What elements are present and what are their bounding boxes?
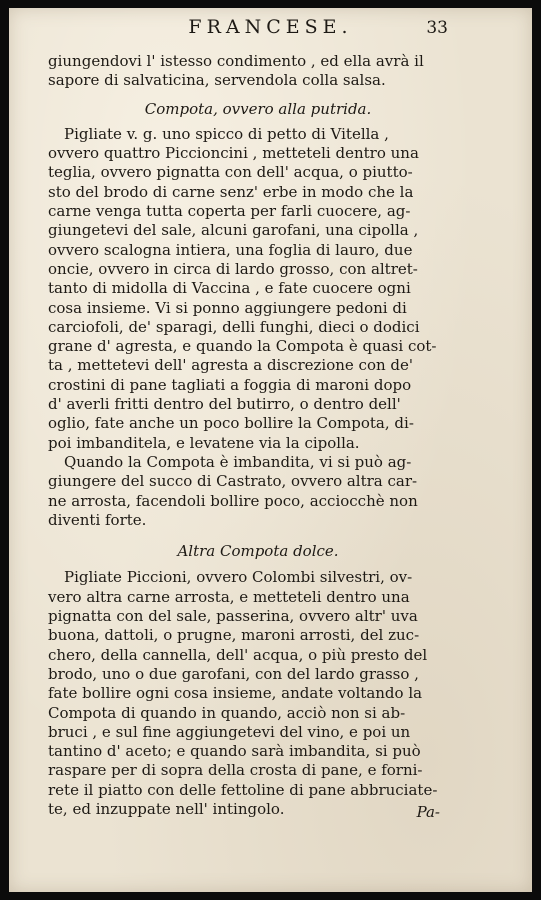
text-line: giungetevi del sale, alcuni garofani, una cipolla , — [48, 221, 419, 240]
text-line: tanto di midolla di Vaccina , e fate cuocere ogni — [48, 279, 411, 298]
section-heading-compota-dolce: Altra Compota dolce. — [177, 542, 339, 561]
text-line: carciofoli, de' sparagi, delli funghi, dieci o dodici — [48, 317, 420, 336]
text-line: d' averli fritti dentro del butirro, o dentro dell' — [48, 395, 401, 414]
book-page — [9, 8, 532, 892]
text-line: giungere del succo di Castrato, ovvero altra car- — [48, 472, 418, 491]
text-line: brodo, uno o due garofani, con del lardo grasso , — [48, 664, 419, 683]
text-line: Quando la Compota è imbandita, vi si può ag- — [64, 452, 412, 471]
text-line: buona, dattoli, o prugne, maroni arrosti, del zuc- — [48, 626, 420, 645]
text-line: raspare per di sopra della crosta di pane, e forni- — [48, 761, 423, 780]
page-header — [9, 14, 532, 40]
text-line: rete il piatto con delle fettoline di pane abbruciate- — [48, 780, 438, 799]
text-line: te, ed inzuppate nell' intingolo. — [48, 799, 285, 818]
paragraph — [48, 453, 468, 530]
text-line: ovvero scalogna intiera, una foglia di lauro, due — [48, 240, 413, 259]
text-line: oncie, ovvero in circa di lardo grosso, con altret- — [48, 259, 418, 278]
text-line: teglia, ovvero pignatta con dell' acqua, o piutto- — [48, 163, 413, 182]
section-heading-compota: Compota, ovvero alla putrida. — [144, 99, 372, 118]
text-line: grane d' agresta, e quando la Compota è quasi cot- — [48, 337, 437, 356]
running-title: FRANCESE. — [188, 16, 353, 38]
text-line: Pigliate Piccioni, ovvero Colombi silvestri, ov- — [64, 568, 413, 587]
text-line: oglio, fate anche un poco bollire la Compota, di- — [48, 414, 414, 433]
text-line: bruci , e sul fine aggiungetevi del vino, e poi un — [48, 722, 411, 741]
text-line: crostini di pane tagliati a foggia di maroni dopo — [48, 375, 412, 394]
text-line: sapore di salvaticina, servendola colla salsa. — [48, 71, 386, 90]
paragraph — [48, 568, 468, 819]
text-line: ta , mettetevi dell' agresta a discrezione con de' — [48, 356, 414, 375]
text-line: chero, della cannella, dell' acqua, o più presto del — [48, 645, 428, 664]
text-line: Pigliate v. g. uno spicco di petto di Vitella , — [64, 124, 389, 143]
text-line: poi imbanditela, e levatene via la cipolla. — [48, 433, 360, 452]
paragraph — [48, 125, 468, 453]
text-line: tantino d' aceto; e quando sarà imbandita, si può — [48, 742, 421, 761]
text-line: ovvero quattro Piccioncini , metteteli dentro una — [48, 144, 419, 163]
text-line: carne venga tutta coperta per farli cuocere, ag- — [48, 202, 411, 221]
text-line: Compota di quando in quando, acciò non si ab- — [48, 703, 406, 722]
continued-paragraph — [48, 52, 468, 91]
text-line: ne arrosta, facendoli bollire poco, acciocchè non — [48, 491, 418, 510]
text-line: sto del brodo di carne senz' erbe in modo che la — [48, 182, 414, 201]
text-line: cosa insieme. Vi si ponno aggiungere pedoni di — [48, 298, 407, 317]
catchword: Pa- — [416, 803, 440, 821]
text-line: giungendovi l' istesso condimento , ed ella avrà il — [48, 52, 424, 70]
page-number: 33 — [426, 18, 448, 38]
text-line: diventi forte. — [48, 510, 147, 529]
text-line: vero altra carne arrosta, e metteteli dentro una — [48, 587, 410, 606]
body-text — [48, 52, 468, 819]
text-line: fate bollire ogni cosa insieme, andate voltando la — [48, 684, 423, 703]
text-line: pignatta con del sale, passerina, ovvero altr' uva — [48, 607, 418, 626]
